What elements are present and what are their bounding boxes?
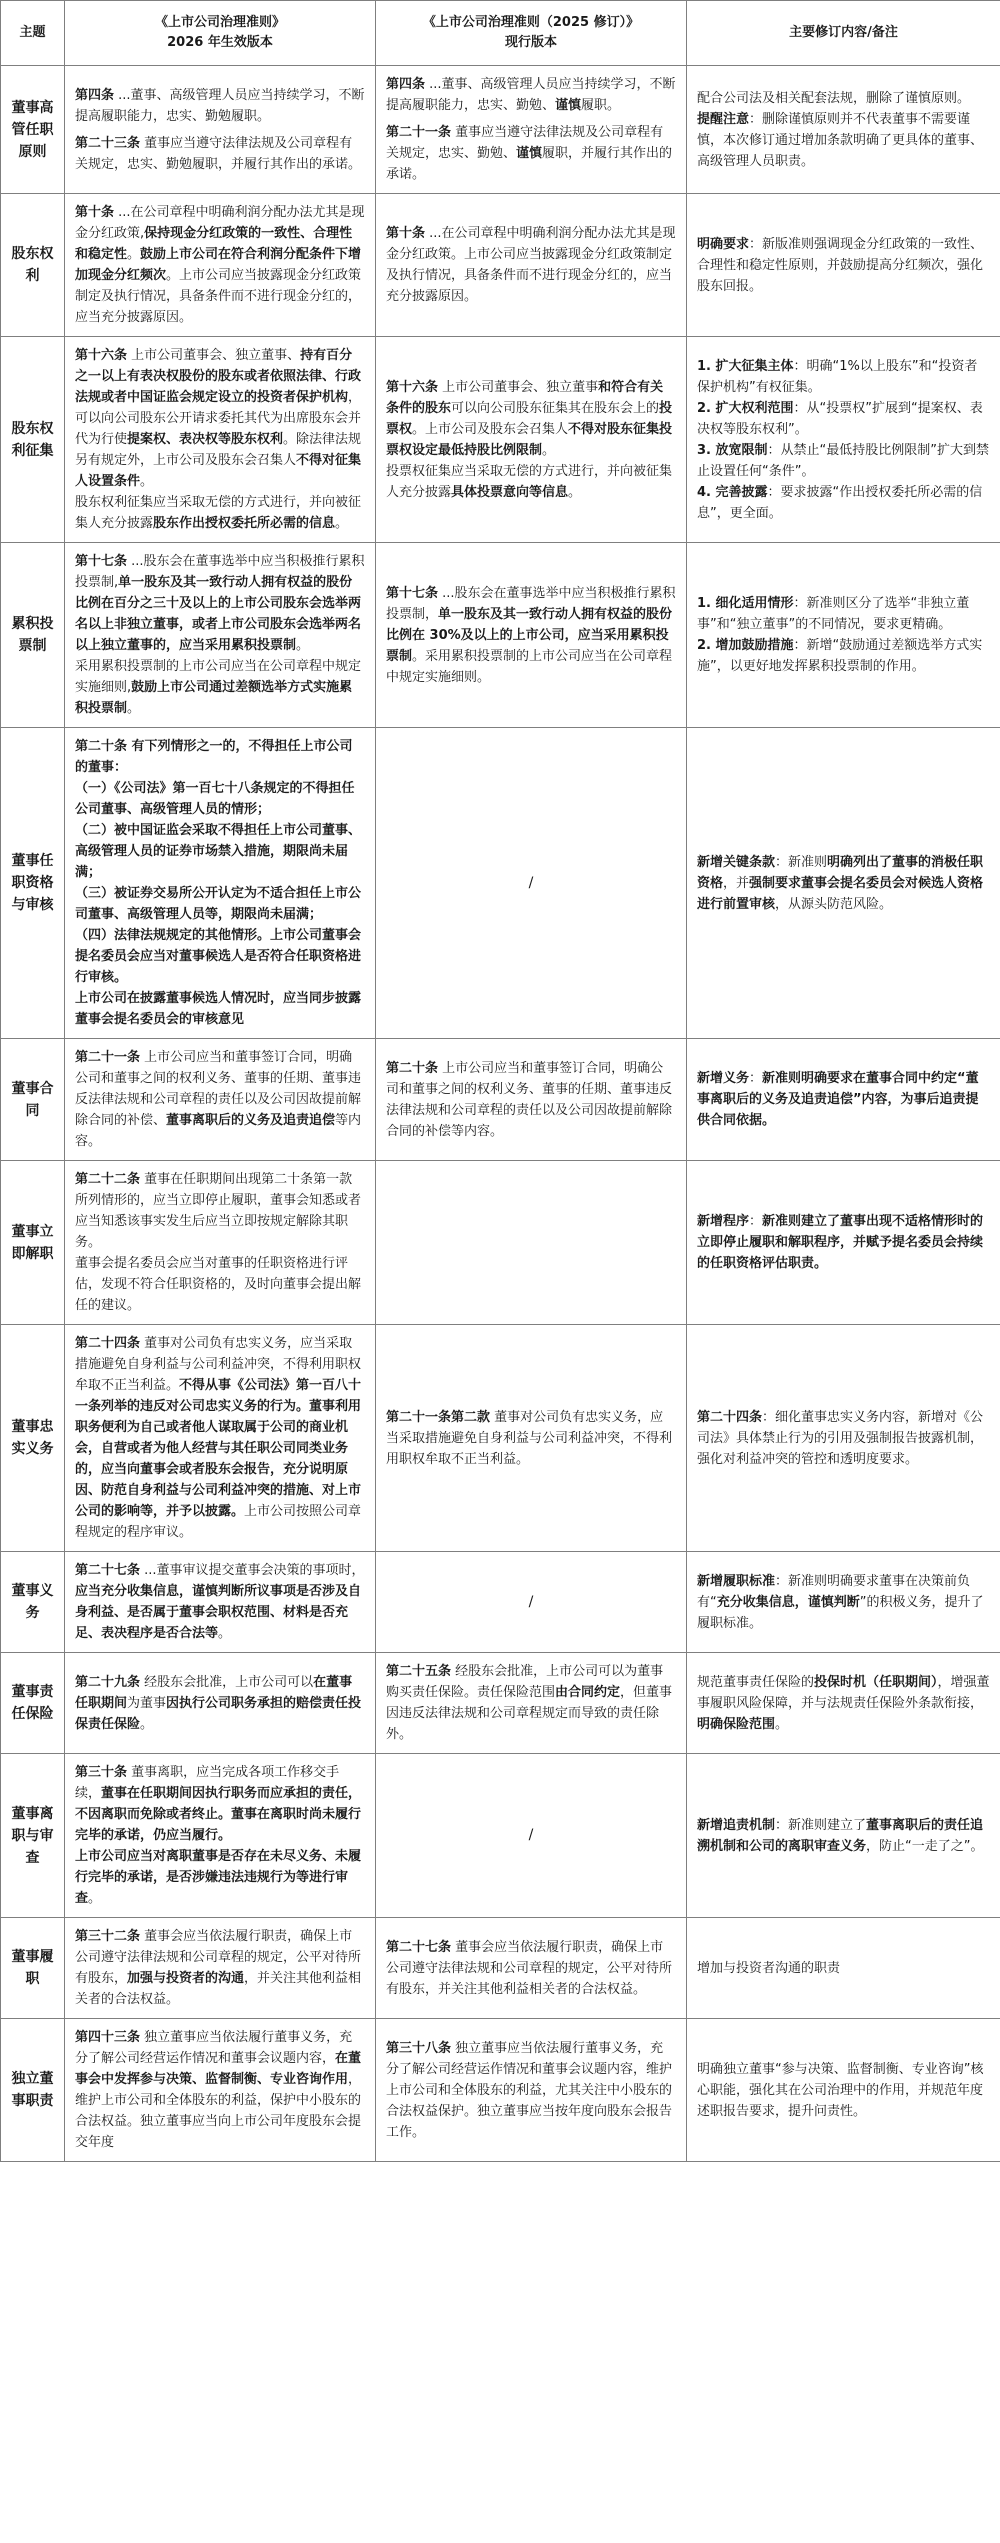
text: ...董事、高级管理人员应当持续学习，不断提高履职能力，忠实、勤勉、 [386, 77, 676, 113]
bold-text: 第二十一条第二款 [386, 1409, 491, 1425]
paragraph [75, 1672, 365, 1735]
bold-text: 鼓励上市公司在符合利润分配条件下增加现金分红频次 [75, 247, 362, 283]
text: 董事会应当依法履行职责，确保上市公司遵守法律法规和公司章程的规定，公平对待所有股东， [75, 1929, 362, 1986]
bold-text: 董事离职后的责任追溯机制和公司的离职审查义务 [697, 1817, 984, 1854]
notes-cell [687, 1039, 1000, 1161]
text: 董事会提名委员会应当对董事的任职资格进行评估，发现不符合任职资格的，及时向董事会提出解任的建议。 [75, 1256, 362, 1313]
table-row [1, 1161, 1000, 1325]
bold-text: 明确保险范围 [697, 1716, 776, 1732]
paragraph [386, 74, 676, 116]
paragraph [75, 1047, 365, 1152]
paragraph [697, 1211, 990, 1274]
text: ，并 [723, 875, 750, 891]
old-version-cell [376, 194, 687, 337]
text: 董事离职，应当完成各项工作移交手续， [75, 1765, 340, 1801]
text: / [528, 1593, 534, 1610]
bold-text: 新增程序 [697, 1214, 750, 1229]
bold-text: 第四条 [386, 77, 426, 92]
bold-text: 第二十五条 [386, 1664, 452, 1679]
bold-text: 强制要求董事会提名委员会对候选人资格进行前置审核 [697, 875, 984, 912]
paragraph [697, 1571, 990, 1634]
new-version-cell [65, 66, 376, 194]
notes-cell [687, 1653, 1000, 1754]
text: 。采用累积投票制的上市公司应当在公司章程中规定实施细则。 [386, 648, 673, 685]
notes-cell [687, 337, 1000, 543]
old-version-cell [376, 728, 687, 1039]
bold-text: 新准则明确要求在董事合同中约定“董事离职后的义务及追责追偿”内容，为事后追责提供合同依据。 [697, 1071, 979, 1128]
text: 增加与投资者沟通的职责 [697, 1960, 841, 1976]
bold-text: 第十七条 [75, 554, 128, 569]
text: 上市公司应当和董事签订合同，明确公司和董事之间的权利义务、董事的任期、董事违反法律法规和公司章程的责任以及公司因故提前解除合同的补偿、 [75, 1050, 362, 1128]
text: 履职，并履行其作出的承诺。 [386, 146, 673, 182]
paragraph [75, 656, 365, 719]
text: 独立董事应当依法履行董事义务，充分了解公司经营运作情况和董事会议题内容，维护上市公司和全体股东的利益，尤其关注中小股东的合法权益保护。独立董事应当按年度向股东会报告工作。 [386, 2040, 673, 2140]
header-2026-title: 《上市公司治理准则》 [154, 15, 285, 30]
paragraph [75, 1253, 365, 1316]
bold-text: 提案权、表决权等股东权利 [127, 432, 284, 447]
paragraph [75, 1762, 365, 1846]
text: 。除法律法规另有规定外，上市公司及股东会召集人 [75, 432, 362, 468]
paragraph [386, 223, 676, 307]
paragraph [697, 482, 990, 524]
row-topic: 独立董事职责 [1, 2019, 65, 2162]
bold-text: 由合同约定 [555, 1685, 621, 1700]
paragraph [75, 1560, 365, 1644]
bold-text: 第二十四条 [697, 1409, 763, 1425]
old-version-cell [376, 1161, 687, 1325]
text: 。 [140, 1716, 154, 1732]
bold-text: 因执行公司职务承担的赔偿责任投保责任保险 [75, 1695, 362, 1732]
bold-text: （三）被证券交易所公开认定为不适合担任上市公司董事、高级管理人员等，期限尚未届满； [75, 886, 362, 922]
bold-text: 投保时机（任职期间） [814, 1674, 938, 1690]
text: 投票权征集应当采取无偿的方式进行，并向被征集人充分披露 [386, 463, 673, 500]
bold-text: 不得对股东征集投票权设定最低持股比例限制 [386, 421, 673, 458]
row-topic: 董事忠实义务 [1, 1325, 65, 1552]
bold-text: 董事在任职期间因执行职务而应承担的责任，不因离职而免除或者终止。董事在离职时尚未履行完毕的承诺，仍应当履行。 [75, 1786, 362, 1843]
paragraph [697, 852, 990, 915]
paragraph [697, 1672, 990, 1735]
text: ...股东会在董事选举中应当积极推行累积投票制， [386, 585, 676, 622]
text: ：新版准则强调现金分红政策的一致性、合理性和稳定性原则，并鼓励提高分红频次，强化股东回报。 [697, 236, 984, 294]
notes-cell [687, 1918, 1000, 2019]
bold-text: 明确要求 [697, 236, 750, 252]
text: 。 [127, 701, 141, 716]
paragraph [697, 88, 990, 109]
row-topic: 股东权利 [1, 194, 65, 337]
text: 上市公司董事会、独立董事、 [127, 348, 301, 363]
paragraph [697, 2059, 990, 2122]
table-row [1, 66, 1000, 194]
text: ...董事审议提交董事会决策的事项时， [140, 1563, 365, 1578]
bold-text: 第十六条 [75, 348, 128, 363]
paragraph [697, 635, 990, 677]
bold-text: 新增义务 [697, 1071, 750, 1086]
paragraph [75, 202, 365, 328]
bold-text: 第四条 [75, 87, 115, 103]
text: 等内容。 [75, 1113, 362, 1149]
text: 配合公司法及相关配套法规，删除了谨慎原则。 [697, 90, 971, 106]
table-row [1, 543, 1000, 728]
bold-text: 4. 完善披露 [697, 484, 768, 500]
bold-text: 第四十三条 [75, 2030, 141, 2045]
paragraph [386, 873, 676, 894]
paragraph [75, 2027, 365, 2153]
text: ...董事、高级管理人员应当持续学习，不断提高履职能力，忠实、勤勉履职。 [75, 87, 365, 124]
bold-text: 第二十七条 [386, 1939, 452, 1955]
text: ：细化董事忠实义务内容，新增对《公司法》具体禁止行为的引用及强制报告披露机制，强化对利益冲突的管控和透明度要求。 [697, 1409, 984, 1467]
old-version-cell [376, 1918, 687, 2019]
text: 上市公司按照公司章程规定的程序审议。 [75, 1504, 362, 1540]
bold-text: 第二十三条 [75, 135, 141, 151]
text: 采用累积投票制的上市公司应当在公司章程中规定实施细则, [75, 659, 362, 695]
bold-text: 第三十八条 [386, 2040, 452, 2056]
bold-text: 上市公司在披露董事候选人情况时，应当同步披露董事会提名委员会的审核意见 [75, 991, 362, 1027]
paragraph [697, 593, 990, 635]
new-version-cell [65, 1161, 376, 1325]
bold-text: 和符合有关条件的股东 [386, 379, 664, 416]
header-2026-subtitle: 2026 年生效版本 [167, 35, 273, 50]
notes-cell [687, 1754, 1000, 1918]
text: 董事应当遵守法律法规及公司章程有关规定，忠实、勤勉、 [386, 125, 664, 161]
paragraph [386, 1661, 676, 1745]
table-row [1, 337, 1000, 543]
bold-text: 第二十九条 [75, 1674, 141, 1690]
table-body [1, 66, 1000, 2162]
header-2025-subtitle: 现行版本 [504, 35, 557, 50]
bold-text: 持有百分之一以上有表决权股份的股东或者依照法律、行政法规或者中国证监会规定设立的投资者保护机构 [75, 348, 362, 405]
new-version-cell [65, 1754, 376, 1918]
paragraph [75, 925, 365, 988]
new-version-cell [65, 337, 376, 543]
table-row [1, 1039, 1000, 1161]
bold-text: 新增履职标准 [697, 1573, 776, 1589]
paragraph [75, 1333, 365, 1543]
notes-cell [687, 543, 1000, 728]
old-version-cell [376, 1653, 687, 1754]
text: ，可以向公司股东公开请求委托其代为出席股东会并代为行使 [75, 390, 362, 447]
table-row [1, 194, 1000, 337]
old-version-cell [376, 1754, 687, 1918]
header-2025-title: 《上市公司治理准则（2025 修订）》 [422, 15, 640, 30]
text: 经股东会批准，上市公司可以 [140, 1674, 314, 1690]
bold-text: 应当充分收集信息，谨慎判断所议事项是否涉及自身利益、是否属于董事会职权范围、材料是否充足、表决程序是否合法等 [75, 1584, 362, 1641]
paragraph [386, 1825, 676, 1846]
text: 。上市公司应当披露现金分红政策制定及执行情况，具备条件而不进行现金分红的，应当充分披露原因。 [75, 268, 362, 325]
new-version-cell [65, 543, 376, 728]
paragraph [386, 2038, 676, 2143]
paragraph [75, 492, 365, 534]
row-topic: 董事离职与审查 [1, 1754, 65, 1918]
text: ...在公司章程中明确利润分配办法尤其是现金分红政策。上市公司应当披露现金分红政策制定及执行情况，具备条件而不进行现金分红的，应当充分披露原因。 [386, 226, 676, 304]
bold-text: （二）被中国证监会采取不得担任上市公司董事、高级管理人员的证券市场禁入措施，期限尚未届满； [75, 823, 362, 880]
text: 董事对公司负有忠实义务，应当采取措施避免自身利益与公司利益冲突，不得利用职权牟取不正当利益。 [75, 1336, 362, 1393]
bold-text: 在董事会中发挥参与决策、监督制衡、专业咨询作用 [75, 2051, 362, 2087]
bold-text: 不得对征集人设置条件 [75, 453, 362, 489]
text: / [528, 1827, 534, 1843]
bold-text: 鼓励上市公司通过差额选举方式实施累积投票制 [75, 680, 353, 716]
new-version-cell [65, 1039, 376, 1161]
text: ，但董事因违反法律法规和公司章程规定而导致的责任除外。 [386, 1685, 673, 1742]
paragraph [75, 820, 365, 883]
bold-text: 新增追责机制 [697, 1817, 776, 1833]
paragraph [697, 234, 990, 297]
text: 。 [140, 474, 154, 489]
paragraph [75, 883, 365, 925]
text: ：新增“鼓励通过差额选举方式实施”，以更好地发挥累积投票制的作用。 [697, 638, 983, 674]
bold-text: 提醒注意 [697, 111, 750, 127]
header-2025-version [376, 1, 687, 66]
paragraph [697, 1958, 990, 1979]
text: 上市公司董事会、独立董事 [438, 379, 599, 395]
bold-text: 新增关键条款 [697, 854, 776, 870]
header-notes: 主要修订内容/备注 [687, 1, 1000, 66]
paragraph [697, 1815, 990, 1857]
bold-text: （四）法律法规规定的其他情形。上市公司董事会提名委员会应当对董事候选人是否符合任职资格进行审核。 [75, 928, 362, 985]
bold-text: 具体投票意向等信息 [451, 484, 569, 500]
row-topic: 董事任职资格与审核 [1, 728, 65, 1039]
bold-text: 股东作出授权委托所必需的信息 [153, 516, 336, 531]
row-topic: 董事履职 [1, 1918, 65, 2019]
paragraph [697, 356, 990, 398]
new-version-cell [65, 1552, 376, 1653]
text: ：从“投票权”扩展到“提案权、表决权等股东权利”。 [697, 400, 983, 437]
bold-text: 第二十一条 [75, 1050, 141, 1065]
paragraph [697, 1407, 990, 1470]
bold-text: 1. 细化适用情形 [697, 596, 794, 611]
paragraph [75, 85, 365, 127]
text: ，增强董事履职风险保障，并与法规责任保险外条款衔接， [697, 1674, 990, 1711]
notes-cell [687, 66, 1000, 194]
text: ”的积极义务，提升了履职标准。 [697, 1594, 984, 1631]
text: ： [749, 1214, 763, 1229]
paragraph [386, 1592, 676, 1613]
text: 。 [775, 1716, 789, 1732]
paragraph [386, 377, 676, 461]
bold-text: 第二十条 有下列情形之一的，不得担任上市公司的董事： [75, 739, 353, 775]
text: 履职。 [581, 98, 621, 113]
notes-cell [687, 1161, 1000, 1325]
notes-cell [687, 194, 1000, 337]
text: 为董事 [127, 1695, 167, 1711]
bold-text: 第二十一条 [386, 125, 452, 140]
text: ，防止“一走了之”。 [866, 1838, 984, 1854]
notes-cell [687, 728, 1000, 1039]
old-version-cell [376, 1325, 687, 1552]
bold-text: 第三十条 [75, 1765, 128, 1780]
text: / [528, 874, 534, 891]
row-topic: 累积投票制 [1, 543, 65, 728]
new-version-cell [65, 728, 376, 1039]
paragraph [386, 583, 676, 688]
text: ：明确“1%以上股东”和“投资者保护机构”有权征集。 [697, 358, 978, 395]
text: 股东权利征集应当采取无偿的方式进行，并向被征集人充分披露 [75, 495, 362, 531]
row-topic: 董事责任保险 [1, 1653, 65, 1754]
table-row [1, 2019, 1000, 2162]
table-row [1, 1653, 1000, 1754]
bold-text: 上市公司应当对离职董事是否存在未尽义务、未履行完毕的承诺，是否涉嫌违法违规行为等进行审查 [75, 1849, 362, 1906]
notes-cell [687, 2019, 1000, 2162]
text: 。 [127, 247, 141, 262]
text: ，从源头防范风险。 [775, 896, 893, 912]
text: ：新准则 [775, 854, 828, 870]
text: 。 [542, 442, 556, 458]
bold-text: 第十六条 [386, 379, 439, 395]
text: 独立董事应当依法履行董事义务，充分了解公司经营运作情况和董事会议题内容， [75, 2030, 353, 2066]
paragraph [75, 133, 365, 175]
bold-text: 新准则建立了董事出现不适格情形时的立即停止履职和解职程序，并赋予提名委员会持续的任职资格评估职责。 [697, 1214, 984, 1271]
old-version-cell [376, 66, 687, 194]
text: 规范董事责任保险的 [697, 1674, 815, 1690]
bold-text: 3. 放宽限制 [697, 442, 768, 458]
text: ：新准则区分了选举“非独立董事”和“独立董事”的不同情况，要求更精确。 [697, 596, 970, 632]
new-version-cell [65, 1325, 376, 1552]
table-row [1, 1552, 1000, 1653]
text: ：新准则建立了 [775, 1817, 867, 1833]
text: ...股东会在董事选举中应当积极推行累积投票制, [75, 554, 365, 590]
bold-text: 第二十七条 [75, 1563, 141, 1578]
text: ：新准则明确要求董事在决策前负有“ [697, 1573, 971, 1610]
row-topic: 董事立即解职 [1, 1161, 65, 1325]
text: 董事应当遵守法律法规及公司章程有关规定，忠实、勤勉履职，并履行其作出的承诺。 [75, 135, 362, 172]
paragraph [386, 122, 676, 185]
old-version-cell [376, 543, 687, 728]
text: 董事在任职期间出现第二十条第一款所列情形的，应当立即停止履职，董事会知悉或者应当知悉该事实发生后应当立即按规定解除其职务。 [75, 1172, 362, 1250]
bold-text: 投票权 [386, 400, 673, 437]
bold-text: 明确列出了董事的消极任职资格 [697, 854, 984, 891]
bold-text: （一）《公司法》第一百七十八条规定的不得担任公司董事、高级管理人员的情形； [75, 781, 355, 817]
table-row [1, 1325, 1000, 1552]
bold-text: 第二十条 [386, 1060, 439, 1076]
bold-text: 加强与投资者的沟通 [127, 1971, 245, 1986]
bold-text: 2. 增加鼓励措施 [697, 638, 794, 653]
paragraph [75, 988, 365, 1030]
old-version-cell [376, 2019, 687, 2162]
paragraph [697, 440, 990, 482]
old-version-cell [376, 1039, 687, 1161]
notes-cell [687, 1325, 1000, 1552]
notes-cell [687, 1552, 1000, 1653]
row-topic: 股东权利征集 [1, 337, 65, 543]
bold-text: 保持现金分红政策的一致性、合理性和稳定性 [75, 226, 353, 262]
text: 。 [568, 484, 582, 500]
paragraph [75, 736, 365, 778]
text: 。 [88, 1891, 102, 1906]
bold-text: 第二十二条 [75, 1172, 141, 1187]
header-topic: 主题 [1, 1, 65, 66]
table-row [1, 1918, 1000, 2019]
text: 董事会应当依法履行职责，确保上市公司遵守法律法规和公司章程的规定，公平对待所有股东，并关注其他利益相关者的合法权益。 [386, 1939, 673, 1997]
paragraph [75, 778, 365, 820]
text: ，维护上市公司和全体股东的利益，保护中小股东的合法权益。独立董事应当向上市公司年度股东会提交年度 [75, 2072, 362, 2150]
text: 。 [296, 638, 310, 653]
bold-text: 充分收集信息，谨慎判断 [716, 1594, 860, 1610]
row-topic: 董事合同 [1, 1039, 65, 1161]
bold-text: 单一股东及其一致行动人拥有权益的股份比例在百分之三十及以上的上市公司股东会选举两名以上非独立董事，或者上市公司股东会选举两名以上独立董事的，应当采用累积投票制 [75, 575, 362, 653]
bold-text: 第十七条 [386, 585, 439, 601]
text: 可以向公司股东征集其在股东会上的 [451, 400, 660, 416]
paragraph [697, 1068, 990, 1131]
text: 。 [218, 1626, 232, 1641]
bold-text: 2. 扩大权利范围 [697, 400, 794, 416]
row-topic: 董事义务 [1, 1552, 65, 1653]
bold-text: 第十条 [386, 226, 426, 241]
text: 明确独立董事“参与决策、监督制衡、专业咨询”核心职能，强化其在公司治理中的作用，并规范年度述职报告要求，提升问责性。 [697, 2061, 984, 2119]
bold-text: 单一股东及其一致行动人拥有权益的股份比例在 30%及以上的上市公司，应当采用累积投票制 [386, 606, 673, 664]
bold-text: 谨慎 [555, 98, 582, 113]
paragraph [386, 461, 676, 503]
text: 上市公司应当和董事签订合同，明确公司和董事之间的权利义务、董事的任期、董事违反法律法规和公司章程的责任以及公司因故提前解除合同的补偿等内容。 [386, 1060, 673, 1139]
paragraph [386, 1937, 676, 2000]
table-row [1, 1754, 1000, 1918]
new-version-cell [65, 1918, 376, 2019]
bold-text: 董事离职后的义务及追责追偿 [166, 1113, 336, 1128]
new-version-cell [65, 1653, 376, 1754]
paragraph [386, 1407, 676, 1470]
header-2026-version [65, 1, 376, 66]
paragraph [75, 551, 365, 656]
bold-text: 第三十二条 [75, 1929, 141, 1944]
text: 经股东会批准，上市公司可以为董事购买责任保险。责任保险范围 [386, 1664, 664, 1700]
bold-text: 在董事任职期间 [75, 1674, 353, 1711]
new-version-cell [65, 2019, 376, 2162]
paragraph [697, 109, 990, 172]
paragraph [697, 398, 990, 440]
text: ...在公司章程中明确利润分配办法尤其是现金分红政策, [75, 205, 365, 241]
header-row [1, 1, 1000, 66]
text: ：删除谨慎原则并不代表董事不需要谨慎，本次修订通过增加条款明确了更具体的董事、高级管理人员职责。 [697, 111, 984, 169]
new-version-cell [65, 194, 376, 337]
bold-text: 谨慎 [516, 146, 543, 161]
bold-text: 第二十四条 [75, 1336, 141, 1351]
text: 。 [335, 516, 349, 531]
bold-text: 不得从事《公司法》第一百八十一条列举的违反对公司忠实义务的行为。董事利用职务便利为自己或者他人谋取属于公司的商业机会，自营或者为他人经营与其任职公司同类业务的，应当向董事会或者股东会报告，充分说明原因、防范自身利益与公司利益冲突的措施、对上市公司的影响等，并予以披露。 [75, 1378, 362, 1519]
table-row [1, 728, 1000, 1039]
text: ，并关注其他利益相关者的合法权益。 [75, 1971, 362, 2007]
paragraph [75, 345, 365, 492]
old-version-cell [376, 337, 687, 543]
text: ：从禁止“最低持股比例限制”扩大到禁止设置任何“条件”。 [697, 442, 989, 479]
paragraph [75, 1846, 365, 1909]
text: ： [749, 1071, 763, 1086]
bold-text: 1. 扩大征集主体 [697, 358, 794, 374]
old-version-cell [376, 1552, 687, 1653]
paragraph [75, 1926, 365, 2010]
paragraph [75, 1169, 365, 1253]
text: 。上市公司及股东会召集人 [412, 421, 569, 437]
text: 董事对公司负有忠实义务，应当采取措施避免自身利益与公司利益冲突，不得利用职权牟取不正当利益。 [386, 1409, 673, 1467]
paragraph [386, 1058, 676, 1142]
bold-text: 第十条 [75, 205, 115, 220]
text: ：要求披露“作出授权委托所必需的信息”，更全面。 [697, 484, 983, 521]
row-topic: 董事高管任职原则 [1, 66, 65, 194]
